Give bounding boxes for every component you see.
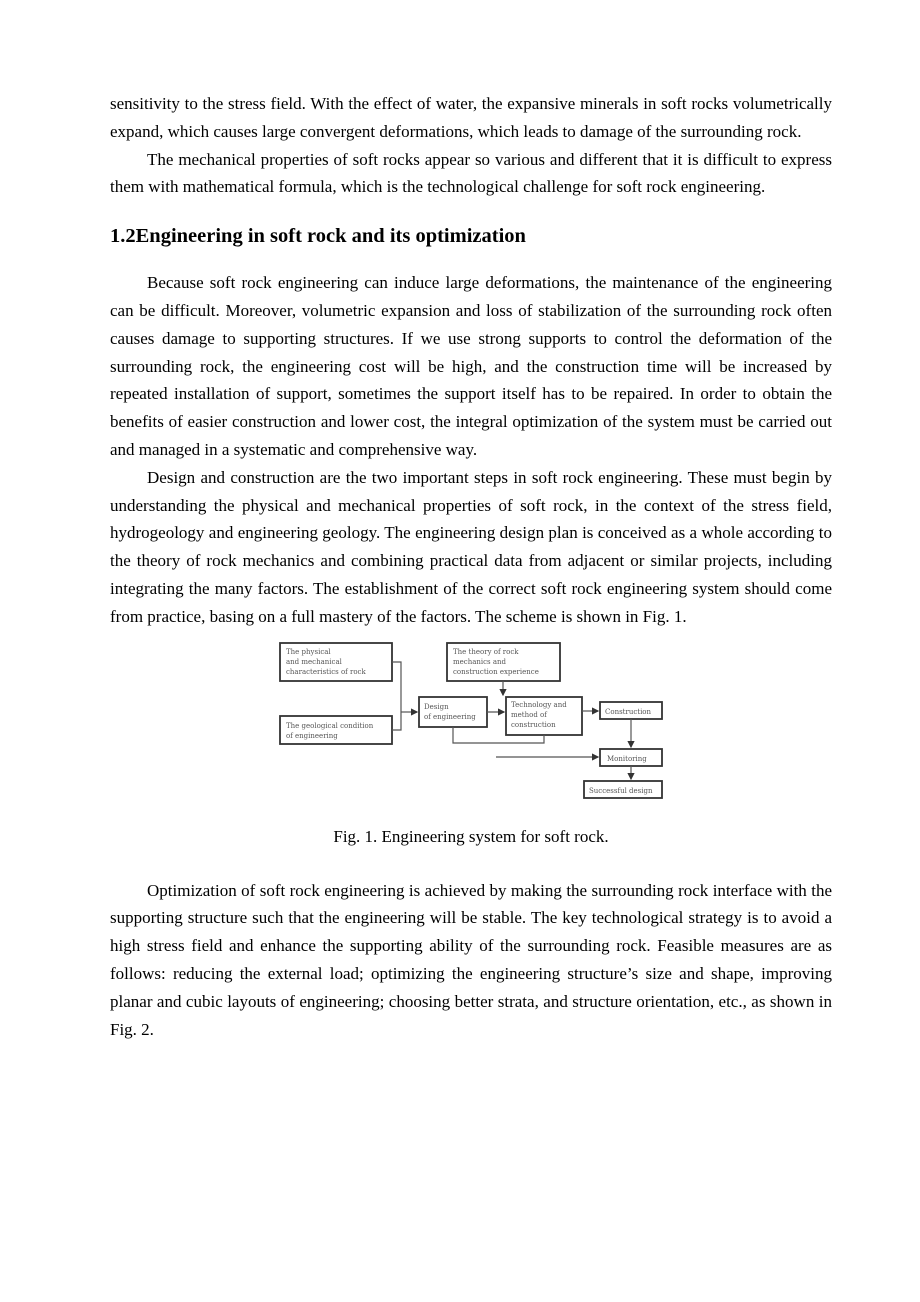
- connector-inputs: [392, 662, 401, 730]
- label-technology-3: construction: [511, 720, 556, 729]
- figure-caption: Fig. 1. Engineering system for soft rock.: [333, 826, 609, 846]
- paragraph-large-deformations: Because soft rock engineering can induce large deformations, the maintenance of the engineering can be difficult. Moreover, volumetric expansion and loss of stabilization of the surrounding rock often causes damage to supporting structures. If we use strong supports to control the deformation of the surrounding rock, the engineering cost will be high, and the construction time will be increased by repeated installation of support, sometimes the support itself has to be repaired. In order to obtain the benefits of easier construction and lower cost, the integral optimization of the system must be carried out and managed in a systematic and comprehensive way.: [110, 273, 832, 459]
- box-design-of-engineering: [419, 697, 487, 727]
- label-theory-3: construction experience: [453, 667, 539, 676]
- label-design-1: Design: [424, 702, 449, 711]
- label-technology-2: method of: [511, 710, 547, 719]
- flow-diagram: [110, 635, 832, 807]
- label-design-2: of engineering: [424, 712, 476, 721]
- label-construction: Construction: [605, 707, 652, 716]
- label-geological-2: of engineering: [286, 731, 338, 740]
- label-geological-1: The geological condition: [286, 721, 374, 730]
- label-physical-1: The physical: [286, 647, 331, 656]
- paragraph-mechanical-properties: The mechanical properties of soft rocks appear so various and different that it is difficult to express them with mathematical formula, which is the technological challenge for soft rock engineering.: [110, 149, 832, 197]
- label-physical-2: and mechanical: [286, 657, 342, 666]
- figure-engineering-system: [110, 635, 832, 807]
- paragraph-optimization: Optimization of soft rock engineering is achieved by making the surrounding rock interface with the supporting structure such that the engineering will be stable. The key technological strategy is to avoid a high stress field and enhance the supporting ability of the surrounding rock. Feasible measures are as follows: reducing the external load; optimizing the engineering structure’s size and shape, improving planar and cubic layouts of engineering; choosing better strata, and structure orientation, etc., as shown in Fig. 2.: [110, 880, 832, 1039]
- label-theory-2: mechanics and: [453, 657, 507, 666]
- document-page: [110, 90, 832, 1043]
- label-physical-3: characteristics of rock: [286, 667, 366, 676]
- label-technology-1: Technology and: [511, 700, 567, 709]
- section-heading: 1.2Engineering in soft rock and its optimization: [110, 225, 526, 248]
- label-monitoring: Monitoring: [607, 754, 647, 763]
- label-successful-design: Successful design: [589, 786, 653, 795]
- paragraph-design-construction: Design and construction are the two important steps in soft rock engineering. These must begin by understanding the physical and mechanical properties of soft rock, in the context of the stress field, hydrogeology and engineering geology. The engineering design plan is conceived as a whole according to the theory of rock mechanics and combining practical data from adjacent or similar projects, including integrating the many factors. The establishment of the correct soft rock engineering system should come from practice, basing on a full mastery of the factors. The scheme is shown in Fig. 1.: [110, 467, 832, 626]
- label-theory-1: The theory of rock: [453, 647, 519, 656]
- paragraph-stress-field: sensitivity to the stress field. With the effect of water, the expansive minerals in soft rocks volumetrically expand, which causes large convergent deformations, which leads to damage of the surrounding rock.: [110, 94, 832, 141]
